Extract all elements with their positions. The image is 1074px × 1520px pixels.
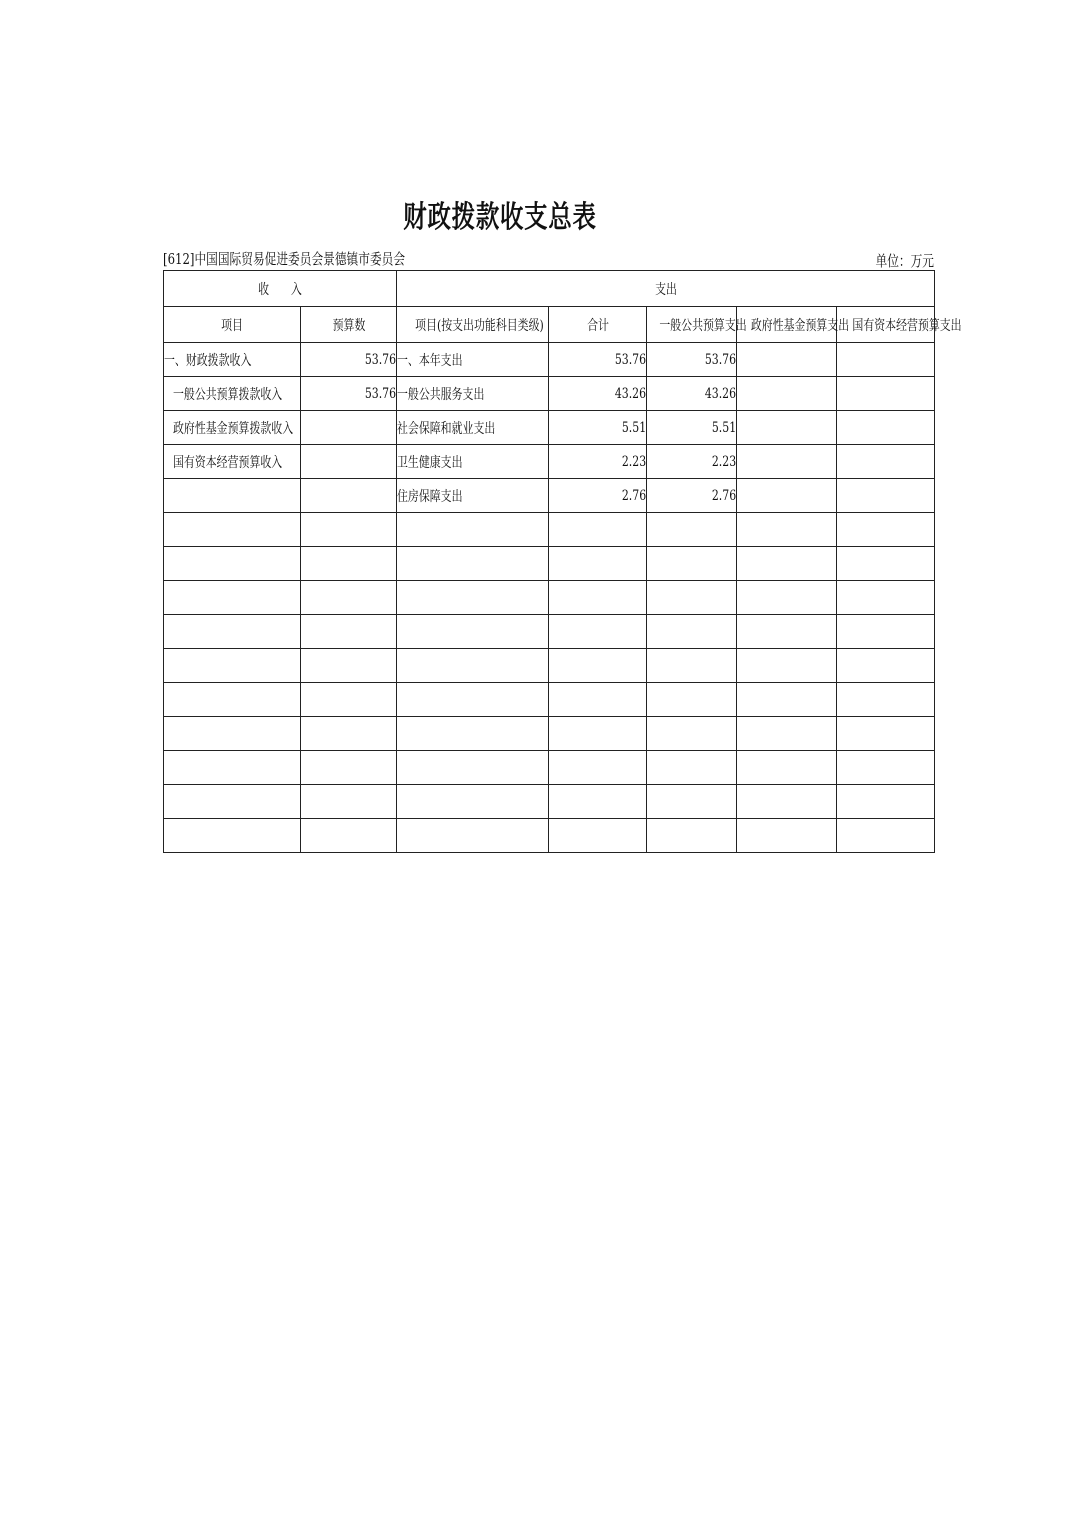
general-budget-cell — [647, 751, 737, 785]
expense-item-cell — [397, 581, 549, 615]
income-amount-cell — [301, 411, 397, 445]
expense-item-cell: 卫生健康支出 — [397, 445, 549, 479]
expense-item-cell — [397, 513, 549, 547]
expense-item-cell — [397, 819, 549, 853]
gov-fund-cell — [737, 479, 837, 513]
col-header-gov-fund: 政府性基金预算支出 — [737, 307, 837, 343]
gov-fund-cell — [737, 513, 837, 547]
general-budget-cell — [647, 547, 737, 581]
income-amount-cell — [301, 513, 397, 547]
expense-total-cell — [549, 819, 647, 853]
table-row — [164, 547, 935, 581]
table-row — [164, 343, 935, 377]
income-item-cell — [164, 513, 301, 547]
expense-item-cell: 一般公共服务支出 — [397, 377, 549, 411]
income-item-cell — [164, 479, 301, 513]
gov-fund-cell — [737, 683, 837, 717]
general-budget-cell — [647, 819, 737, 853]
state-capital-cell — [837, 615, 935, 649]
gov-fund-cell — [737, 717, 837, 751]
unit-label: 单位：万元 — [875, 252, 934, 270]
table-row — [164, 683, 935, 717]
table-row — [164, 479, 935, 513]
income-header: 收 入 — [164, 271, 397, 307]
gov-fund-cell — [737, 445, 837, 479]
general-budget-cell — [647, 513, 737, 547]
general-budget-cell: 2.76 — [647, 479, 737, 513]
table-row — [164, 649, 935, 683]
table-row — [164, 513, 935, 547]
state-capital-cell — [837, 717, 935, 751]
expense-total-cell — [549, 683, 647, 717]
col-header-budget: 预算数 — [301, 307, 397, 343]
gov-fund-cell — [737, 615, 837, 649]
income-item-cell — [164, 683, 301, 717]
expense-total-cell — [549, 717, 647, 751]
income-item-cell — [164, 649, 301, 683]
budget-table — [163, 270, 962, 853]
state-capital-cell — [837, 581, 935, 615]
state-capital-cell — [837, 785, 935, 819]
income-amount-cell — [301, 717, 397, 751]
state-capital-cell — [837, 751, 935, 785]
gov-fund-cell — [737, 649, 837, 683]
income-item-cell: 政府性基金预算拨款收入 — [164, 411, 301, 445]
table-row — [164, 411, 935, 445]
general-budget-cell — [647, 683, 737, 717]
table-row — [164, 445, 935, 479]
expense-item-cell — [397, 547, 549, 581]
income-amount-cell — [301, 445, 397, 479]
col-header-expense-item: 项目(按支出功能科目类级) — [397, 307, 549, 343]
state-capital-cell — [837, 377, 935, 411]
expense-total-cell — [549, 649, 647, 683]
table-row — [164, 717, 935, 751]
expense-item-cell — [397, 717, 549, 751]
unit-organization: [612]中国国际贸易促进委员会景德镇市委员会 — [163, 250, 406, 268]
general-budget-cell: 2.23 — [647, 445, 737, 479]
state-capital-cell — [837, 547, 935, 581]
general-budget-cell — [647, 581, 737, 615]
income-item-cell: 国有资本经营预算收入 — [164, 445, 301, 479]
expense-item-cell — [397, 615, 549, 649]
expense-item-cell: 社会保障和就业支出 — [397, 411, 549, 445]
income-item-cell — [164, 717, 301, 751]
col-header-item: 项目 — [164, 307, 301, 343]
income-item-cell — [164, 615, 301, 649]
expense-total-cell — [549, 785, 647, 819]
expense-item-cell — [397, 649, 549, 683]
state-capital-cell — [837, 411, 935, 445]
general-budget-cell: 43.26 — [647, 377, 737, 411]
general-budget-cell: 5.51 — [647, 411, 737, 445]
state-capital-cell — [837, 819, 935, 853]
expense-total-cell — [549, 581, 647, 615]
expense-item-cell — [397, 683, 549, 717]
general-budget-cell: 53.76 — [647, 343, 737, 377]
gov-fund-cell — [737, 785, 837, 819]
col-header-total: 合计 — [549, 307, 647, 343]
state-capital-cell — [837, 683, 935, 717]
income-item-cell: 一般公共预算拨款收入 — [164, 377, 301, 411]
table-row — [164, 581, 935, 615]
header-row-columns — [164, 307, 935, 343]
income-item-cell — [164, 547, 301, 581]
expense-total-cell — [549, 751, 647, 785]
gov-fund-cell — [737, 547, 837, 581]
income-amount-cell — [301, 683, 397, 717]
income-amount-cell — [301, 547, 397, 581]
state-capital-cell — [837, 479, 935, 513]
table-row — [164, 819, 935, 853]
state-capital-cell — [837, 343, 935, 377]
gov-fund-cell — [737, 343, 837, 377]
income-item-cell: 一、财政拨款收入 — [164, 343, 301, 377]
gov-fund-cell — [737, 377, 837, 411]
income-amount-cell: 53.76 — [301, 377, 397, 411]
expense-item-cell — [397, 751, 549, 785]
expense-total-cell — [549, 513, 647, 547]
income-amount-cell — [301, 581, 397, 615]
state-capital-cell — [837, 445, 935, 479]
table-row — [164, 785, 935, 819]
expense-total-cell: 53.76 — [549, 343, 647, 377]
state-capital-cell — [837, 649, 935, 683]
income-item-cell — [164, 819, 301, 853]
general-budget-cell — [647, 717, 737, 751]
income-amount-cell — [301, 785, 397, 819]
general-budget-cell — [647, 785, 737, 819]
expense-total-cell: 2.76 — [549, 479, 647, 513]
expense-total-cell — [549, 547, 647, 581]
income-amount-cell: 53.76 — [301, 343, 397, 377]
expense-item-cell — [397, 785, 549, 819]
expense-total-cell — [549, 615, 647, 649]
expense-item-cell: 一、本年支出 — [397, 343, 549, 377]
expense-item-cell: 住房保障支出 — [397, 479, 549, 513]
page-title: 财政拨款收支总表 — [403, 200, 597, 235]
header-row-group — [164, 271, 935, 307]
table-row — [164, 751, 935, 785]
expense-header: 支出 — [397, 271, 935, 307]
general-budget-cell — [647, 615, 737, 649]
gov-fund-cell — [737, 819, 837, 853]
income-item-cell — [164, 751, 301, 785]
income-amount-cell — [301, 479, 397, 513]
expense-total-cell: 43.26 — [549, 377, 647, 411]
state-capital-cell — [837, 513, 935, 547]
income-item-cell — [164, 581, 301, 615]
expense-total-cell: 2.23 — [549, 445, 647, 479]
col-header-general-budget: 一般公共预算支出 — [647, 307, 737, 343]
general-budget-cell — [647, 649, 737, 683]
table-row — [164, 615, 935, 649]
table-row — [164, 377, 935, 411]
gov-fund-cell — [737, 411, 837, 445]
col-header-state-capital: 国有资本经营预算支出 — [837, 307, 935, 343]
expense-total-cell: 5.51 — [549, 411, 647, 445]
income-amount-cell — [301, 819, 397, 853]
gov-fund-cell — [737, 581, 837, 615]
income-amount-cell — [301, 751, 397, 785]
gov-fund-cell — [737, 751, 837, 785]
income-amount-cell — [301, 615, 397, 649]
income-amount-cell — [301, 649, 397, 683]
income-item-cell — [164, 785, 301, 819]
